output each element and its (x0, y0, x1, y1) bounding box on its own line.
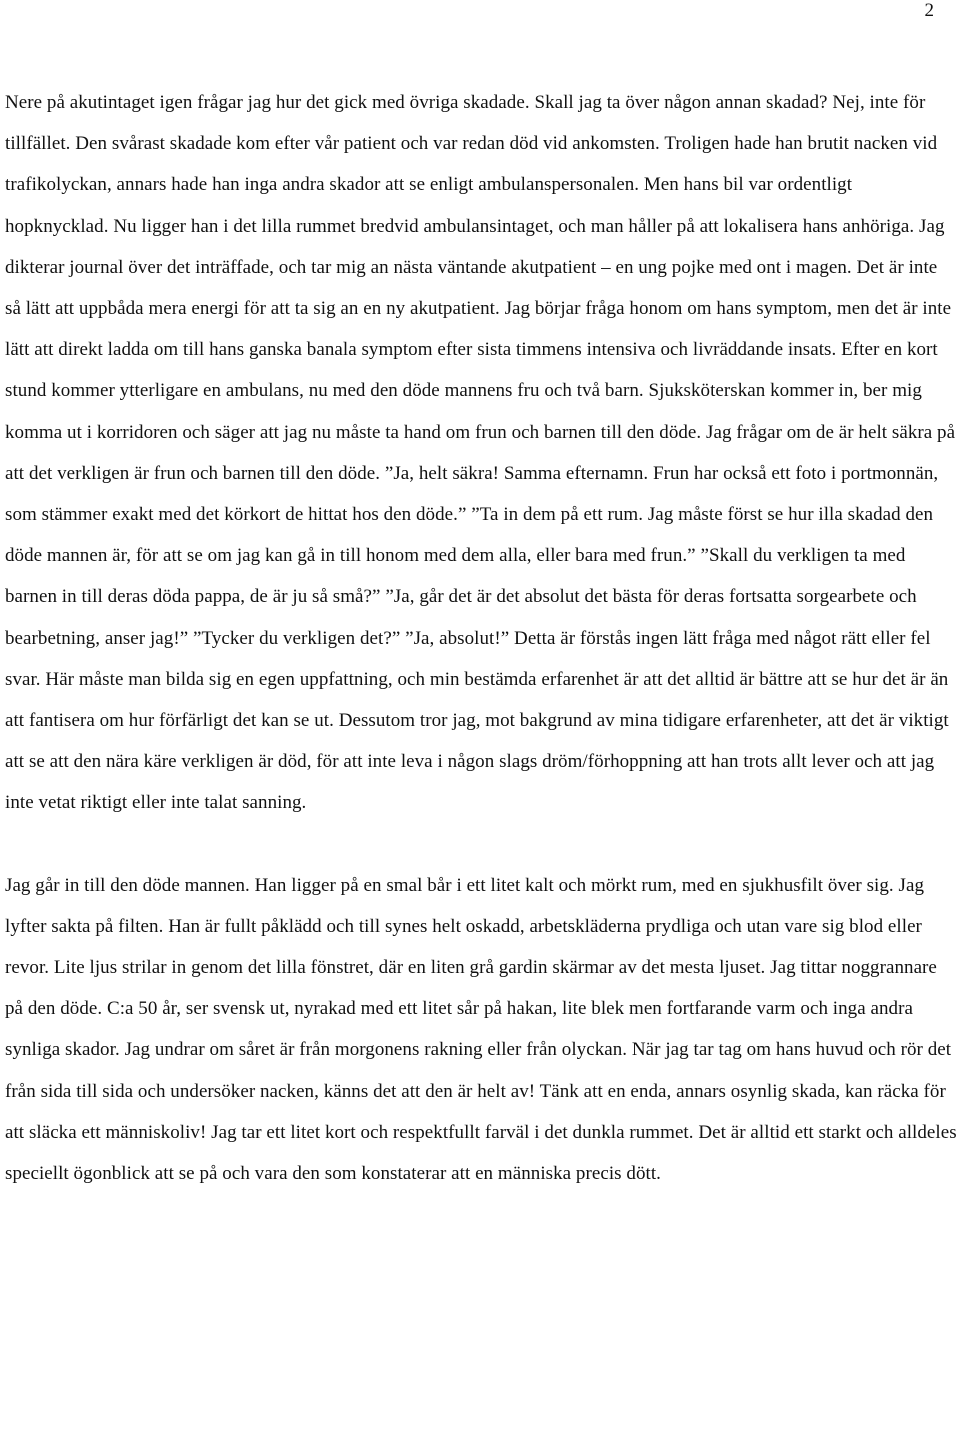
sentence: ”Ja, går det är det absolut det bästa för deras fortsatta sorgearbete och bearbetning, anser jag!” (5, 586, 917, 649)
sentence: Jag frågar om de är helt säkra på att det verkligen är frun och barnen till den döde. (5, 421, 956, 484)
sentence: Jag måste först se hur illa skadad den döde mannen är, för att se om jag kan gå in till honom med dem alla, eller bara med frun.” (5, 504, 934, 567)
sentence: Den svårast skadade kom efter vår patient och var redan död vid ankomsten. (75, 133, 660, 155)
sentence: Jag tar ett litet kort och respektfullt farväl i det dunkla rummet. (211, 1121, 694, 1143)
sentence: ”Skall du verkligen ta med barnen in till deras döda pappa, de är ju så små?” (5, 545, 906, 608)
paragraph-1 (5, 82, 957, 824)
sentence: Jag dikterar journal över det inträffade, och tar mig an nästa väntande akutpatient – en ung pojke med ont i magen. (5, 215, 945, 278)
sentence: Jag undrar om såret är från morgonens rakning eller från olyckan. (124, 1039, 628, 1061)
sentence: Jag lyfter sakta på filten. (5, 874, 925, 937)
sentence: Lite ljus strilar in genom det lilla fönstret, där en liten grå gardin skärmar av det mesta ljuset. (53, 957, 766, 979)
sentence: Men hans bil var ordentligt hopknycklad. (5, 174, 853, 237)
sentence: Jag tittar noggrannare på den döde. (5, 957, 937, 1020)
sentence: ”Ja, helt säkra! (384, 462, 500, 484)
sentence: Frun har också ett foto i portmonnän, som stämmer exakt med det körkort de hittat hos den döde.” (5, 462, 939, 526)
sentence: Jag börjar fråga honom om hans symptom, men det är inte lätt att direkt ladda om till hans ganska banala symptom efter sista timmens intensiva och livräddande insats. (5, 298, 952, 361)
sentence: Detta är förstås ingen lätt fråga med något rätt eller fel svar. (5, 627, 931, 690)
sentence: Han ligger på en smal bår i ett litet kalt och mörkt rum, med en sjukhusfilt över sig. (254, 874, 894, 896)
sentence: Troligen hade han brutit nacken vid trafikolyckan, annars hade han inga andra skador att se enligt ambulanspersonalen. (5, 133, 938, 196)
sentence: Efter en kort stund kommer ytterligare en ambulans, nu med den döde mannens fru och två barn. (5, 339, 938, 402)
sentence: ”Ja, absolut!” (405, 627, 510, 649)
sentence: Nej, inte för tillfället. (5, 92, 926, 155)
sentence: Dessutom tror jag, mot bakgrund av mina tidigare erfarenheter, att det är viktigt att se att den nära käre verkligen är död, för att inte leva i någon slags dröm/förhoppning att han trots allt lever och att jag inte vetat riktigt eller inte talat sanning. (5, 710, 949, 814)
sentence: Här måste man bilda sig en egen uppfattning, och min bestämda erfarenhet är att det alltid är bättre att se hur det är än att fantisera om hur förfärligt det kan se ut. (5, 668, 949, 732)
sentence: C:a 50 år, ser svensk ut, nyrakad med ett litet sår på hakan, lite blek men fortfarande varm och inga andra synliga skador. (5, 998, 913, 1061)
sentence: Nere på akutintaget igen frågar jag hur det gick med övriga skadade. (5, 92, 530, 113)
sentence: Nu ligger han i det lilla rummet bredvid ambulansintaget, och man håller på att lokalisera hans anhöriga. (113, 215, 915, 237)
sentence: Jag går in till den döde mannen. (5, 874, 250, 896)
sentence: Sjuksköterskan kommer in, ber mig komma ut i korridoren och säger att jag nu måste ta hand om frun och barnen till den döde. (5, 380, 922, 443)
paragraph-spacer (5, 824, 957, 865)
page-number: 2 (924, 0, 934, 21)
sentence: Han är fullt påklädd och till synes helt oskadd, arbetskläderna prydliga och utan vare sig blod eller revor. (5, 915, 922, 979)
sentence: Tänk att en enda, annars osynlig skada, kan räcka för att släcka ett människoliv! (5, 1080, 946, 1143)
sentence: Det är inte så lätt att uppbåda mera energi för att ta sig an en ny akutpatient. (5, 256, 938, 320)
sentence: Det är alltid ett starkt och alldeles speciellt ögonblick att se på och vara den som konstaterar att en människa precis dött. (5, 1121, 957, 1185)
sentence: Skall jag ta över någon annan skadad? (534, 92, 828, 113)
sentence: ”Ta in dem på ett rum. (471, 504, 644, 526)
sentence: ”Tycker du verkligen det?” (193, 627, 401, 649)
paragraph-2 (5, 865, 957, 1195)
sentence: När jag tar tag om hans huvud och rör det från sida till sida och undersöker nacken, känns det att den är helt av! (5, 1039, 952, 1102)
body-text (5, 82, 957, 1194)
sentence: Samma efternamn. (503, 462, 649, 484)
